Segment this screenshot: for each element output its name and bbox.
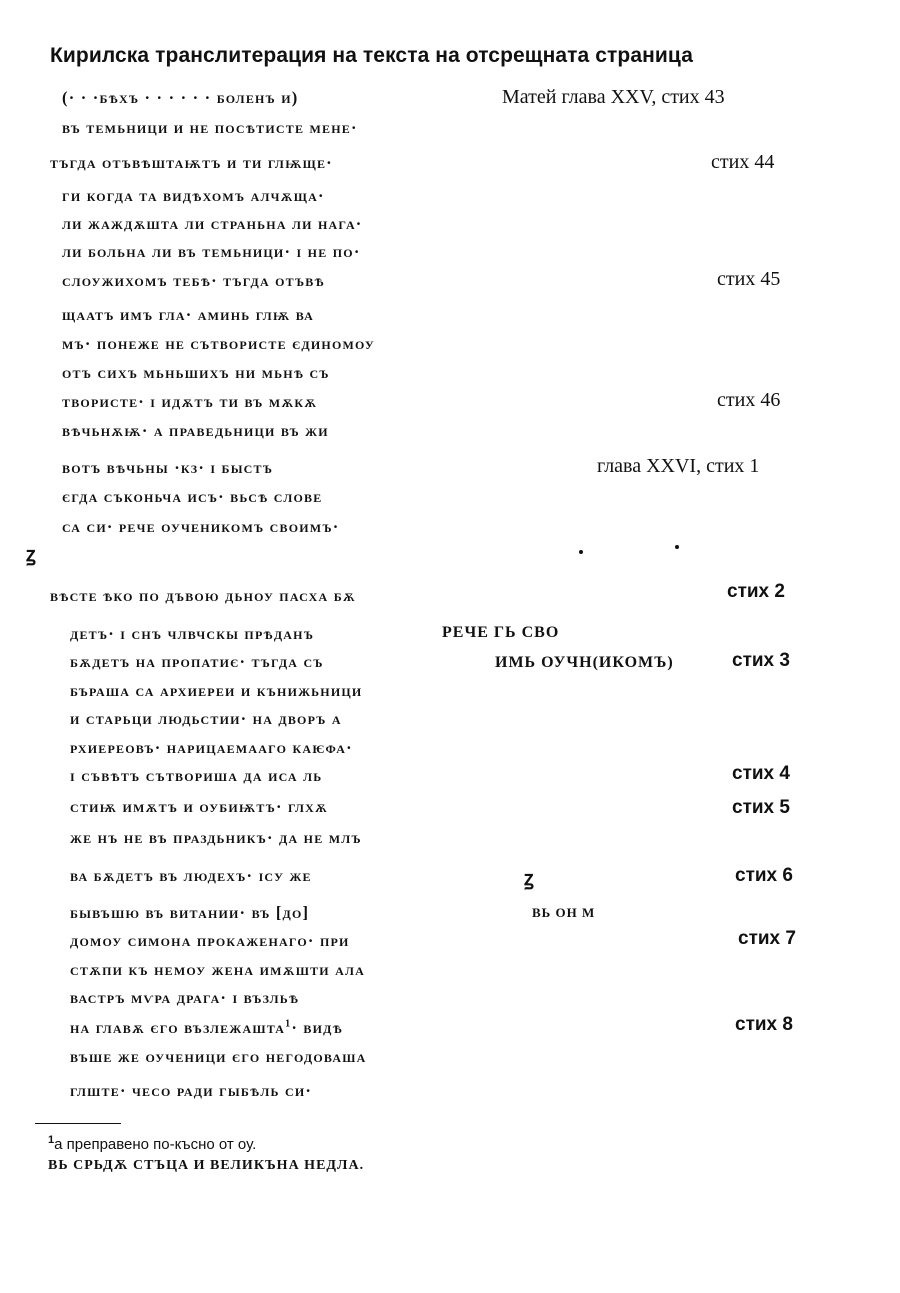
text-line-10: отъ сихъ мьньшихъ ни мьнѣ съ (62, 363, 330, 382)
text-line-22: і съвѣтъ сътвориша да иса ль (70, 766, 323, 785)
marginal-insertion-c: ВЬ ОН М (532, 905, 596, 920)
text-line-19: бъраша са архиереи и кънижьници (70, 681, 363, 700)
text-line-31: въше же оученици єго негодоваша (70, 1047, 367, 1066)
text-line-4: ги когда та видѣхомъ алчѫща· (62, 186, 325, 205)
text-line-21: рхиереовъ· нарицаемааго каѥфа· (70, 738, 353, 757)
text-line-2: въ темьници и не посѣтисте мене· (62, 118, 358, 137)
verse-ref-2: стих 2 (727, 581, 785, 602)
text-line-1: (· · ·бѣхъ · · · · · · боленъ и) (62, 88, 299, 107)
text-line-12: вѣчьнѫѭ· а праведьници въ жи (62, 421, 329, 440)
text-line-20: и старьци людьстии· на дворъ а (70, 709, 342, 728)
verse-ref-44: стих 44 (711, 151, 775, 173)
footnote-marker: 1 (48, 1134, 55, 1146)
verse-ref-4: стих 4 (732, 763, 790, 784)
footnote-divider (35, 1123, 121, 1124)
marginal-insertion-b: ИМЬ ОУЧН(ИКОМЪ) (495, 654, 674, 671)
text-line-7: слоужихомъ тебѣ· тъгда отъвѣ (62, 271, 325, 290)
text-line-3: тъгда отъвѣштаѭтъ и ти глѭще· (50, 153, 333, 172)
text-line-17: детъ· і снъ члвчскы прѣданъ (70, 624, 315, 643)
margin-mark: ꙁ (524, 868, 534, 890)
text-line-27: домоу симона прокаженаго· при (70, 931, 350, 950)
ink-dot (675, 545, 679, 549)
text-line-5: ли жаждѫшта ли страньна ли нага· (62, 214, 363, 233)
text-line-15: са си· рече оученикомъ своимъ· (62, 517, 340, 536)
chapter-ref-26: глава XXVI, стих 1 (597, 455, 760, 477)
verse-ref-8: стих 8 (735, 1014, 793, 1035)
footnote-ref: 1 (285, 1018, 292, 1030)
text-line-13: вотъ вѣчьны ·кз· і быстъ (62, 458, 274, 477)
marginal-insertion-a: РЕЧЕ ГЬ СВО (442, 624, 560, 641)
text-line-6: ли больна ли въ темьници· і не по· (62, 242, 361, 261)
text-line-24: же нъ не въ праздьникъ· да не млъ (70, 828, 362, 847)
text-line-30 (70, 1018, 343, 1038)
page-title: Кирилска транслитерация на текста на отсрещната страница (50, 44, 693, 67)
text-line-26: бывъшю въ витании· въ [до] (70, 903, 310, 922)
verse-ref-7: стих 7 (738, 928, 796, 949)
verse-ref-3: стих 3 (732, 650, 790, 671)
text-line-25: ва бѫдетъ въ людехъ· ісу же (70, 866, 312, 885)
footnote-text: а преправено по-късно от оу. (54, 1136, 257, 1153)
verse-ref-43: Матей глава XXV, стих 43 (502, 86, 725, 108)
margin-mark: ꙁ (26, 544, 36, 566)
verse-ref-6: стих 6 (735, 865, 793, 886)
text-line-18: бѫдетъ на пропатиє· тъгда съ (70, 652, 324, 671)
footnote-line-2: ВЬ СРЬДѪ СТЪЦА И ВЕЛИКЪНА НЕДЛА. (48, 1158, 365, 1173)
text-line-14: єгда съконьча исъ· вьсѣ слове (62, 487, 323, 506)
ink-dot (579, 550, 583, 554)
verse-ref-46: стих 46 (717, 389, 781, 411)
footnote-1 (48, 1134, 256, 1153)
text-line-23: стиѭ имѫтъ и оубиѭтъ· глхѫ (70, 797, 329, 816)
text-line-28: стѫпи къ немоу жена имѫшти ала (70, 960, 366, 979)
text-line-30-tail: · видѣ (291, 1018, 343, 1037)
text-line-16: вѣсте ѣко по дъвою дьноу пасха бѫ (50, 586, 356, 605)
text-line-29: вастръ мѵра драга· і възльѣ (70, 988, 300, 1007)
text-line-9: мъ· понеже не сътвористе єдиномоу (62, 334, 375, 353)
verse-ref-45: стих 45 (717, 268, 781, 290)
text-line-11: твористе· і идѫтъ ти въ мѫкѫ (62, 392, 318, 411)
text-line-8: щаатъ имъ гла· аминь глѭ ва (62, 305, 315, 324)
text-line-30-main: на главѫ єго възлежашта (70, 1018, 286, 1037)
text-line-32: глште· чесо ради гыбѣль си· (70, 1081, 313, 1100)
verse-ref-5: стих 5 (732, 797, 790, 818)
